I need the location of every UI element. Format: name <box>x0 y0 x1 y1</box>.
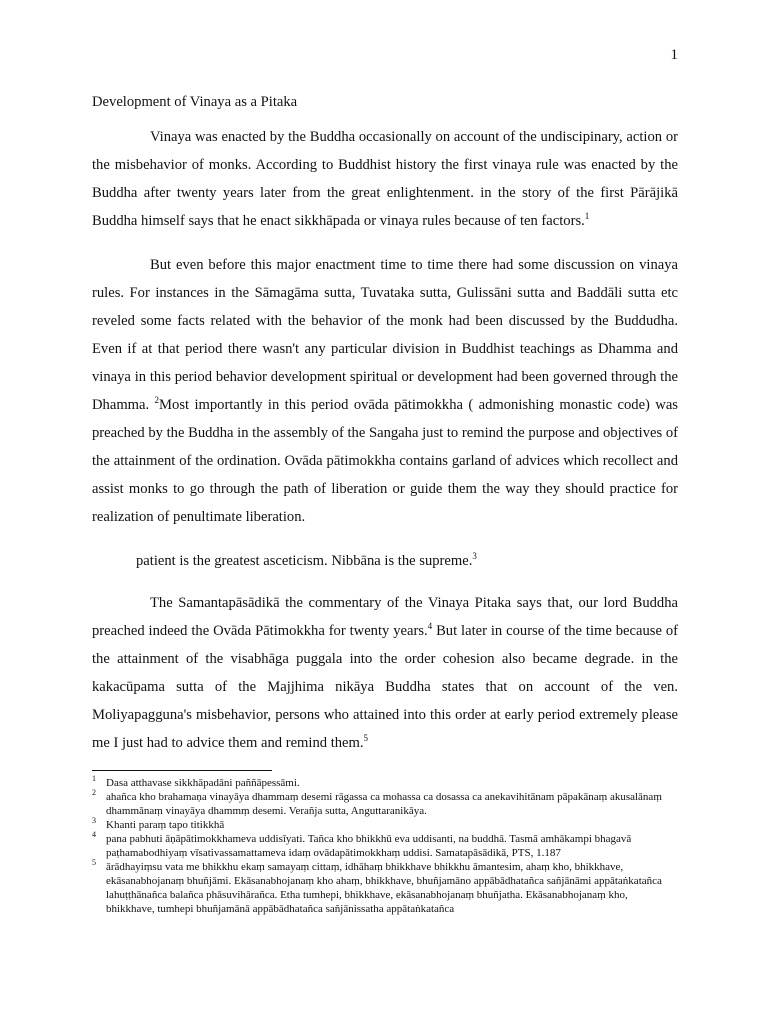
footnote-ref[interactable]: 2 <box>154 395 160 406</box>
paragraph-text: patient is the greatest asceticism. Nibbāna is the supreme. <box>136 553 473 569</box>
footnote-text: Dasa atthavase sikkhāpadāni paññāpessāmi. <box>106 777 300 789</box>
footnote-4: $^4$ pana pabhuti āṇāpātimokkhameva uddisīyati. Tañca kho bhikkhū eva uddisanti, na buddhā. Tasmā amhākampi bhagavā paṭhamabodhiyaṃ vīsativassamattameva idaṃ ovādapātimokkhaṃ uddisi. Samatapāsādikā, PTS, 1.187 <box>92 830 632 859</box>
document-title: Development of Vinaya as a Pitaka <box>92 94 298 110</box>
footnote-ref[interactable]: 4 <box>427 621 433 632</box>
paragraph-4 <box>92 589 678 757</box>
footnote-text: ārādhayiṃsu vata me bhikkhu ekaṃ samayaṃ cittaṃ, idhāhaṃ bhikkhave bhikkhu āmantesim, ahaṃ kho, bhikkhave, ekāsanabhojanaṃ bhuñjāmi. Ekāsanabhojanaṃ kho ahaṃ, bhikkhave, bhuñjamāno appābādhatañca sañjānāmi appātaṅkatañca lahuṭṭhānañca balañca phāsuvihārañca. Etha tumhepi, bhikkhave, ekāsanabhojanaṃ bhuñjatha. Ekāsanabhojanaṃ kho, bhikkhave, tumhepi bhuñjamānā appābādhatañca sañjānissatha appātaṅkatañca <box>106 861 662 915</box>
paragraph-1 <box>92 123 678 235</box>
footnote-5: $^5$ ārādhayiṃsu vata me bhikkhu ekaṃ samayaṃ cittaṃ, idhāhaṃ bhikkhave bhikkhu āmantesim, ahaṃ kho, bhikkhave, ekāsanabhojanaṃ bhuñjāmi. Ekāsanabhojanaṃ kho ahaṃ, bhikkhave, bhuñjamāno appābādhatañca sañjānāmi appātaṅkatañca lahuṭṭhānañca balañca phāsuvihārañca. Etha tumhepi, bhikkhave, ekāsanabhojanaṃ bhuñjatha. Ekāsanabhojanaṃ kho, bhikkhave, tumhepi bhuñjamānā appābādhatañca sañjānissatha appātaṅkatañca <box>92 858 662 915</box>
paragraph-text: But even before this major enactment time to time there had some discussion on vinaya rules. For instances in the Sāmagāma sutta, Tuvataka sutta, Gulissāni sutta and Baddāli sutta etc reveled some facts related with the behavior of the monk had been discussed by the Buddudha. Even if at that period there wasn't any particular division in Buddhist teachings as Dhamma and vinaya in this period behavior development spiritual or development had been governed through the Dhamma. <box>92 257 678 413</box>
paragraph-text: The Samantapāsādikā the commentary of the Vinaya Pitaka says that, our lord Buddha preached indeed the Ovāda Pātimokkha for twenty years. <box>92 595 678 639</box>
paragraph-3 <box>92 547 678 575</box>
footnote-ref[interactable]: 3 <box>472 551 477 562</box>
document-body <box>92 91 678 773</box>
footnote-ref[interactable]: 1 <box>584 211 590 222</box>
page-number: 1 <box>670 47 678 63</box>
paragraph-2 <box>92 251 678 531</box>
footnotes <box>92 776 678 916</box>
footnote-2: $^2$ ahañca kho brahamaṇa vinayāya dhammaṃ desemi rāgassa ca mohassa ca dosassa ca anekavihitānam pāpakānaṃ akusalānaṃ dhammānaṃ vinayāya dhammṃ desemi. Verañja sutta, Anguttaranikāya. <box>92 788 662 817</box>
footnote-1: $^1$ Dasa atthavase sikkhāpadāni paññāpessāmi. <box>92 774 300 789</box>
paragraph-text: But later in course of the time because of the attainment of the visabhāga puggala into the order cohesion also became degrade. in the kakacūpama sutta of the Majjhima nikāya Buddha states that on account of the ven. Moliyapagguna's misbehavior, persons who attained into this order at early period extremely please me I just had to advice them and remind them. <box>92 623 678 751</box>
footnote-text: ahañca kho brahamaṇa vinayāya dhammaṃ desemi rāgassa ca mohassa ca dosassa ca anekavihitānam pāpakānaṃ akusalānaṃ dhammānaṃ vinayāya dhammṃ desemi. Verañja sutta, Anguttaranikāya. <box>106 791 662 817</box>
footnote-text: pana pabhuti āṇāpātimokkhameva uddisīyati. Tañca kho bhikkhū eva uddisanti, na buddhā. Tasmā amhākampi bhagavā paṭhamabodhiyaṃ vīsativassamattameva idaṃ ovādapātimokkhaṃ uddisi. Samatapāsādikā, PTS, 1.187 <box>106 833 632 859</box>
footnote-text: Khanti paraṃ tapo titikkhā <box>106 819 225 831</box>
paragraph-text: Most importantly in this period ovāda pātimokkha ( admonishing monastic code) was preached by the Buddha in the assembly of the Sangaha just to remind the purpose and objectives of the attainment of the ordination. Ovāda pātimokkha contains garland of advices which recollect and assist monks to go through the path of liberation or guide them the way they should practice for realization of penultimate liberation. <box>92 397 678 525</box>
footnote-ref[interactable]: 5 <box>363 733 369 744</box>
footnote-3: $^3$ Khanti paraṃ tapo titikkhā <box>92 816 225 831</box>
footnote-separator <box>92 770 272 771</box>
paragraph-text: Vinaya was enacted by the Buddha occasionally on account of the undiscipinary, action or the misbehavior of monks. According to Buddhist history the first vinaya rule was enacted by the Buddha after twenty years later from the great enlightenment. in the story of the first Pārājikā Buddha himself says that he enact sikkhāpada or vinaya rules because of ten factors. <box>92 129 678 229</box>
